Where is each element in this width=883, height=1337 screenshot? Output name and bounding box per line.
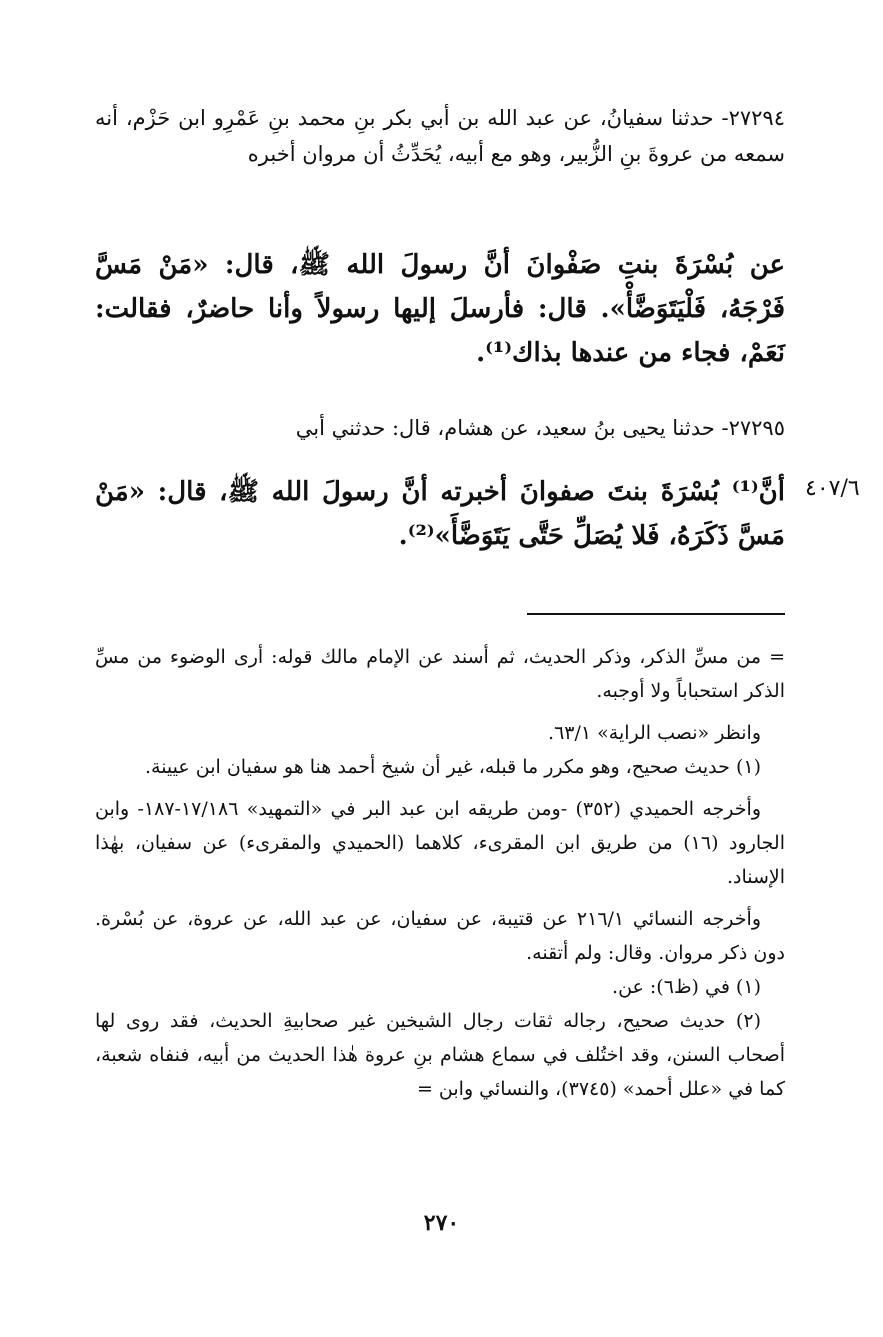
footnote-see-also: وانظر «نصب الراية» ٦٣/١. — [548, 722, 761, 744]
footnote-1-hadith-27294: (١) حديث صحيح، وهو مكرر ما قبله، غير أن شيخ أحمد هنا هو سفيان ابن عيينة. — [144, 756, 761, 778]
hadith-27294-matn: عن بُسْرَةَ بنتِ صَفْوانَ أنَّ رسولَ الله ﷺ، قال: «مَنْ مَسَّ فَرْجَهُ، فَلْيَتَوَضَّأْ». قال: فأرسلَ إليها رسولاً وأنا حاضرٌ، فقالت: نَعَمْ، فجاء من عندها بذاك⁽¹⁾. — [95, 250, 785, 368]
footnote-divider — [527, 613, 785, 615]
footnote-2-hadith-27295: (٢) حديث صحيح، رجاله ثقات رجال الشيخين غير صحابيةِ الحديث، فقد روى لها أصحاب السنن، وقد اختُلف في سماع هشام بنِ عروة هٰذا الحديث من أبيه، فنفاه شعبة، كما في «علل أحمد» (٣٧٤٥)، والنسائي وابن = — [95, 1010, 785, 1100]
hadith-27294-isnad: ٢٧٢٩٤- حدثنا سفيانُ، عن عبد الله بن أبي بكر بنِ محمد بنِ عَمْرِو ابن حَزْم، أنه سمعه من عروةَ بنِ الزُّبير، وهو مع أبيه، يُحَدِّثُ أن مروان أخبره — [95, 106, 785, 166]
footnote-1-takhrij-nasai: وأخرجه النسائي ٢١٦/١ عن قتيبة، عن سفيان، عن عبد الله، عن عروة، عن بُسْرة. دون ذكر مروان. وقال: ولم أتقنه. — [95, 908, 785, 964]
footnote-1-takhrij-humaydi: وأخرجه الحميدي (٣٥٢) -ومن طريقه ابن عبد البر في «التمهيد» ١٧/١٨٦-١٨٧- وابن الجارود (١٦) من طريق ابن المقرىء، كلاهما (الحميدي والمقرىء) عن سفيان، بهٰذا الإسناد. — [95, 798, 785, 888]
footnotes — [95, 640, 785, 1114]
page-number: ٢٧٠ — [423, 1210, 460, 1236]
hadith-27295-isnad: ٢٧٢٩٥- حدثنا يحيى بنُ سعيد، عن هشام، قال: حدثني أبي — [295, 416, 785, 440]
footnote-continuation: = من مسِّ الذكر، وذكر الحديث، ثم أسند عن الإمام مالك قوله: أرى الوضوء من مسِّ الذكر استحباباً ولا أوجبه. — [95, 646, 785, 702]
hadith-27295-matn: أنَّ⁽¹⁾ بُسْرَةَ بنتَ صفوانَ أخبرته أنَّ رسولَ الله ﷺ، قال: «مَنْ مَسَّ ذَكَرَهُ، فَلا يُصَلِّ حَتَّى يَتَوَضَّأَ»⁽²⁾. — [95, 477, 785, 551]
margin-volume-page-reference: ٤٠٧/٦ — [805, 476, 860, 501]
footnote-1-hadith-27295: (١) في (ظ٦): عن. — [612, 976, 761, 998]
